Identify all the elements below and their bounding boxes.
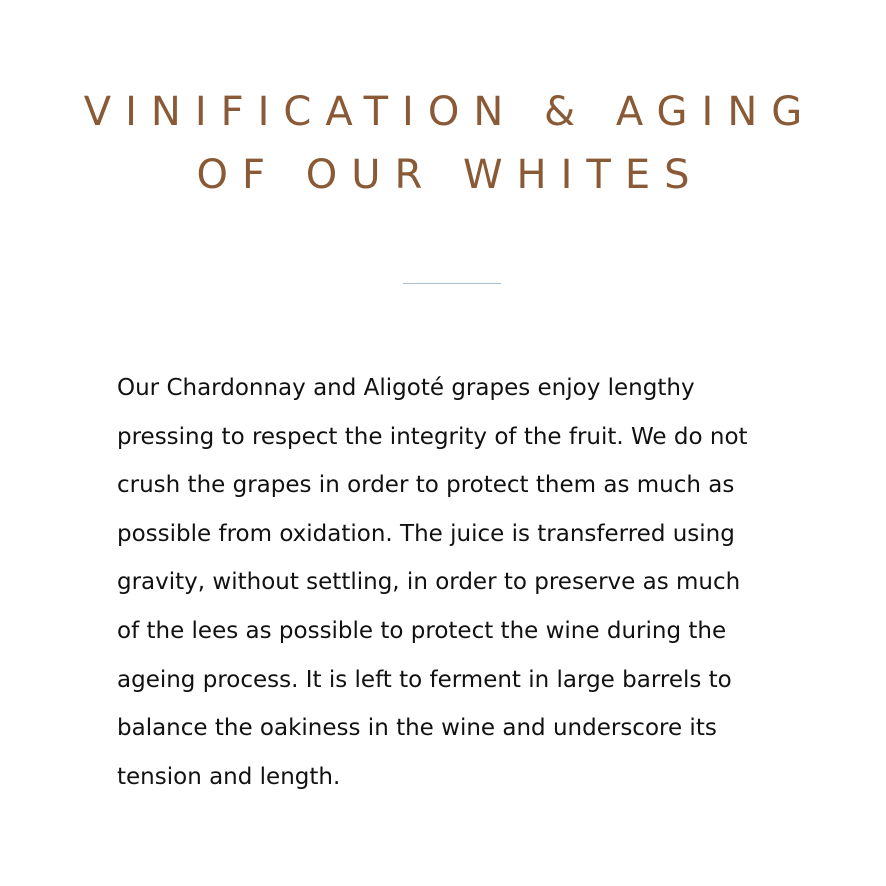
section-body-paragraph <box>117 364 807 801</box>
body-line: tension and length. <box>117 763 341 790</box>
body-line: gravity, without settling, in order to preserve as much <box>117 569 741 596</box>
body-line: pressing to respect the integrity of the fruit. We do not <box>117 423 748 450</box>
title-divider <box>403 283 501 284</box>
body-line: ageing process. It is left to ferment in large barrels to <box>117 666 732 693</box>
section-title-line-1: VINIFICATION & AGING <box>83 89 817 135</box>
section-title-line-2: OF OUR WHITES <box>196 152 704 198</box>
body-line: crush the grapes in order to protect them as much as <box>117 472 735 499</box>
body-line: of the lees as possible to protect the wine during the <box>117 617 727 644</box>
body-line: possible from oxidation. The juice is transferred using <box>117 520 735 547</box>
body-line: Our Chardonnay and Aligoté grapes enjoy lengthy <box>117 375 695 401</box>
body-line: balance the oakiness in the wine and underscore its <box>117 715 717 742</box>
